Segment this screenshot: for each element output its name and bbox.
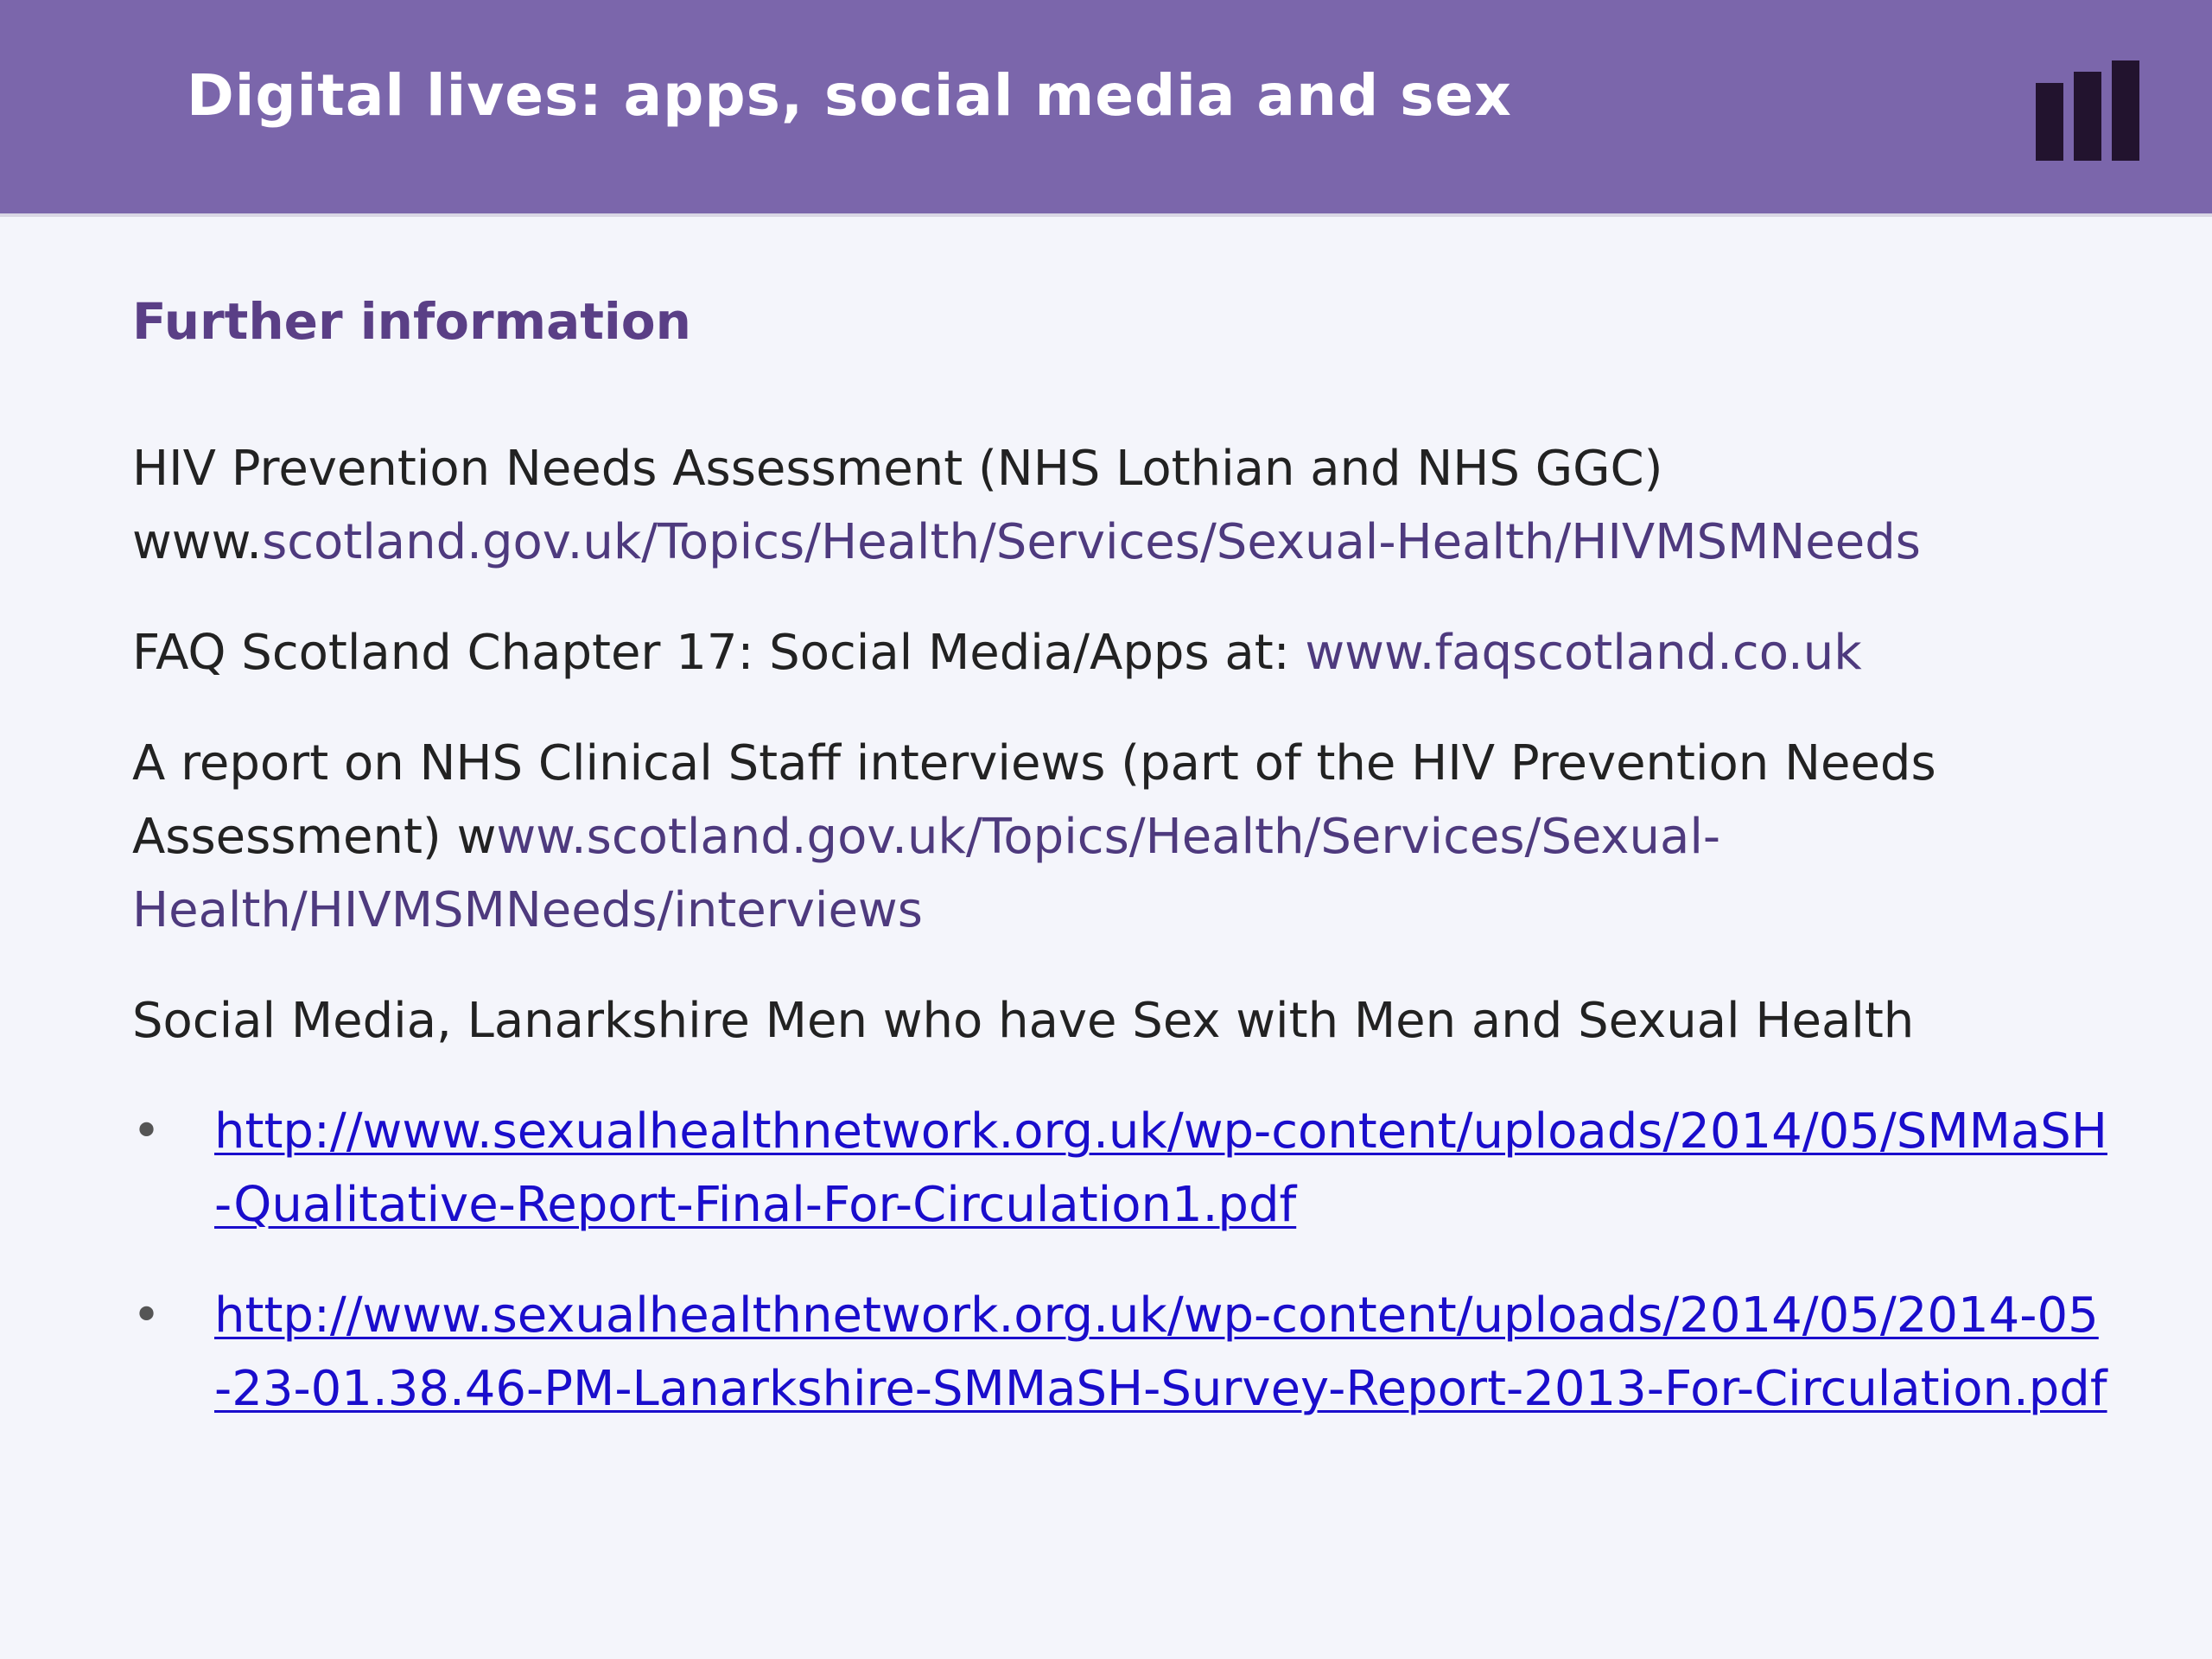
resource-lanarkshire-heading — [132, 984, 2111, 1058]
resource-url-prefix: www. — [132, 514, 263, 570]
bar-chart-logo-icon — [2036, 60, 2139, 161]
resource-title: HIV Prevention Needs Assessment (NHS Lothian and NHS GGC) — [132, 441, 1663, 497]
resource-url[interactable]: www.faqscotland.co.uk — [1305, 625, 1862, 681]
content-area — [132, 285, 2111, 1463]
link-list — [132, 1095, 2111, 1426]
bullet-icon: • — [132, 1287, 162, 1344]
section-heading: Further information — [132, 292, 691, 351]
slide-title: Digital lives: apps, social media and sex — [187, 62, 1512, 129]
resource-faq-scotland — [132, 616, 2111, 690]
list-item — [132, 1095, 2111, 1242]
qualitative-report-link[interactable]: http://www.sexualhealthnetwork.org.uk/wp-content/uploads/2014/05/SMMaSH-Qualitative-Report-Final-For-Circulation1.pdf — [214, 1103, 2107, 1233]
resource-text: A report on NHS Clinical Staff interviews (part of the HIV Prevention Needs Assessment) w — [132, 735, 1936, 865]
resource-text: FAQ Scotland Chapter 17: Social Media/Apps at: — [132, 625, 1306, 681]
resource-url[interactable]: ww.scotland.gov.uk/Topics/Health/Services/Sexual-Health/HIVMSMNeeds/interviews — [132, 809, 1721, 938]
resource-clinical-staff-report — [132, 727, 2111, 947]
resource-hiv-needs-assessment — [132, 432, 2111, 579]
header-bar — [0, 0, 2212, 217]
survey-report-link[interactable]: http://www.sexualhealthnetwork.org.uk/wp-content/uploads/2014/05/2014-05-23-01.38.46-PM-Lanarkshire-SMMaSH-Survey-Report-2013-For-Circulation.pdf — [214, 1287, 2107, 1417]
list-item — [132, 1279, 2111, 1426]
bullet-icon: • — [132, 1103, 162, 1160]
resource-text: Social Media, Lanarkshire Men who have Sex with Men and Sexual Health — [132, 993, 1915, 1049]
resource-url[interactable]: scotland.gov.uk/Topics/Health/Services/Sexual-Health/HIVMSMNeeds — [262, 514, 1921, 570]
